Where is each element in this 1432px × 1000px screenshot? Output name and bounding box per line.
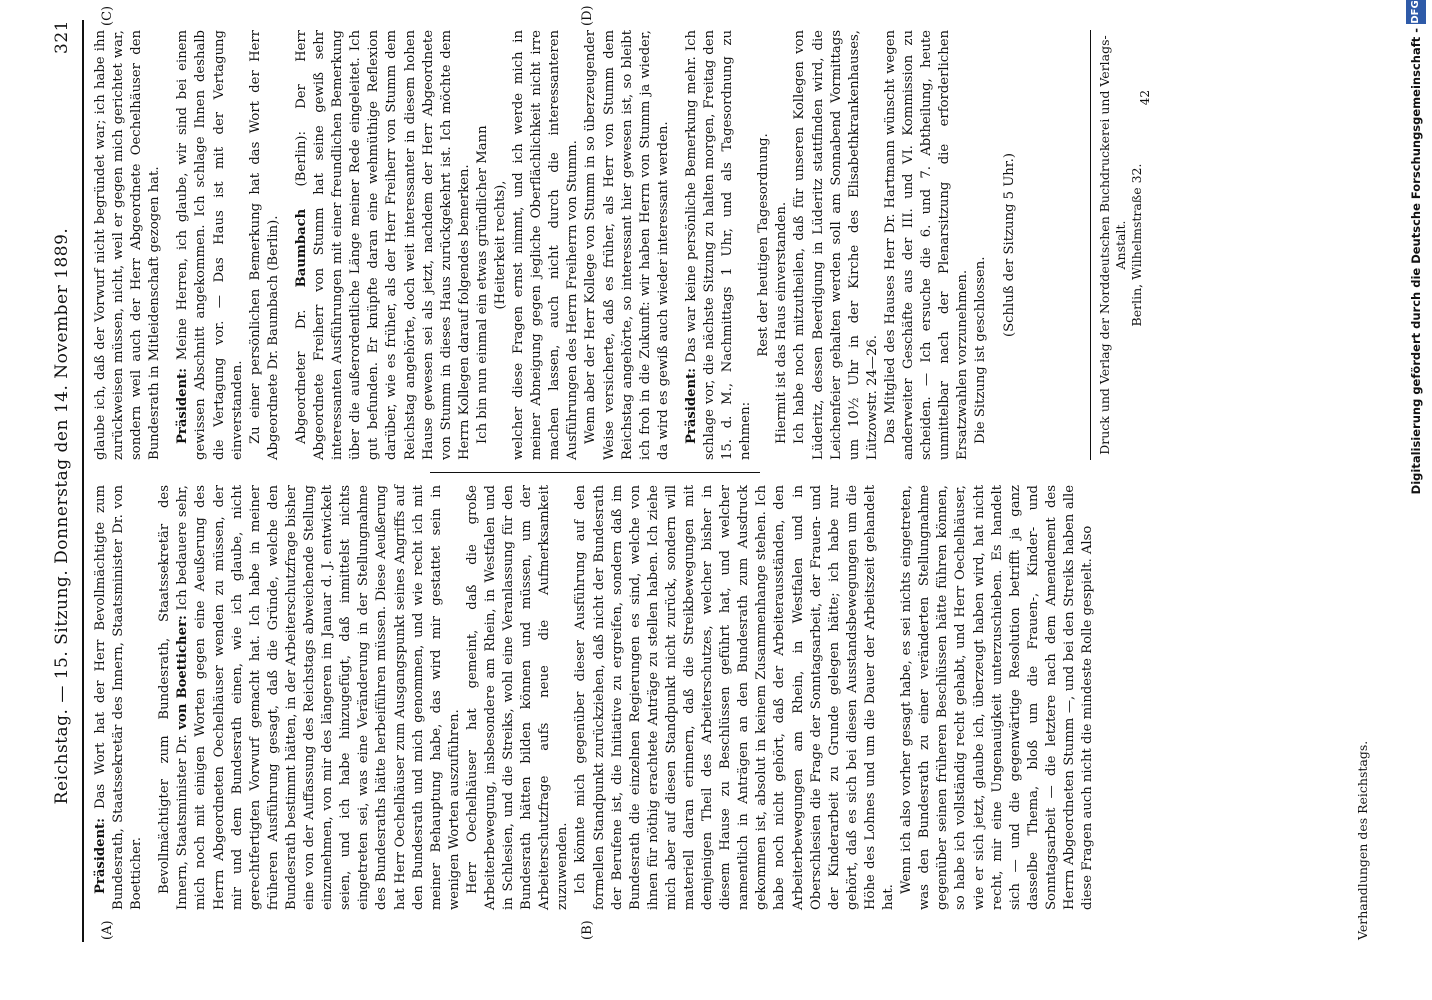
paragraph xyxy=(174,30,246,460)
paragraph: Zu einer persönlichen Bemerkung hat das Wort der Herr Abgeordnete Dr. Baumbach (Berlin). xyxy=(247,30,281,460)
paragraph: glaube ich, daß der Vorwurf nicht begründet war; ich habe ihn zurückweisen müssen, nicht, weil er gegen mich gerichtet war, sondern weil auch der Herr Abgeordnete Oechelhäuser den Bundesrath in Mitleidenschaft gezogen hat. xyxy=(93,30,163,460)
speaker-role: Bevollmächtigter zum Bundesrath, Staatssekretär des Innern, Staatsminister Dr. xyxy=(157,485,191,910)
paragraph: Ich habe noch mitzutheilen, daß für unseren Kollegen von Lüderitz, dessen Beerdigung in Lüderitz stattfinden wird, die Leichenfeier gehalten werden soll am Sonnabend Vormittags um 10½ Uhr in der Kirche des Elisabethkrankenhauses, Lützowstr. 24—26. xyxy=(792,30,880,460)
paragraph: Ich bin nun einmal ein etwas gründlicher Mann xyxy=(474,125,490,444)
paragraph: Ich könnte mich gegenüber dieser Ausführung auf den formellen Standpunkt zurückziehen, daß nicht der Bundesrath der Berufene ist, die Initiative zu ergreifen, sondern daß im Bundesrath die einzelnen Regierungen es sind, welche von ihnen für nöthig erachtete Anträge zu stellen haben. Ich ziehe mich aber auf diesen Standpunkt nicht zurück, sondern will materiell daran erinnern, daß die Streikbewegungen mit demjenigen Theil des Arbeiterschutzes, welcher bisher in diesem Hause zu Beschlüssen geführt hat, und welcher namentlich in Anträgen an den Bundesrath zum Ausdruck gekommen ist, absolut in keinem Zusammenhange stehen. Ich habe noch nicht gehört, daß der Arbeiterausständen, den Arbeiterbewegungen am Rhein, in Westfalen und in Oberschlesien die Frage der Sonntagsarbeit, der Frauen- und der Kinderarbeit zu Grunde gelegen hätte; ich habe nur gehört, daß es sich bei diesen Ausstandsbewegungen um die Höhe des Lohnes und um die Dauer der Arbeitszeit gehandelt hat. xyxy=(573,485,897,910)
dfg-notice-text: Digitalisierung gefördert durch die Deutsche Forschungsgemeinschaft - xyxy=(1409,28,1423,495)
paragraph-text: Meine Herren, ich glaube, wir sind bei einem gewissen Abschnitt angekommen. Ich schlage Ihnen deshalb die Vertagung vor. — Das Haus ist mit der Vertagung einverstanden. xyxy=(175,30,245,460)
imprint-line: Berlin, Wilhelmstraße 32. xyxy=(1129,163,1144,327)
digitization-notice xyxy=(1405,0,1429,1000)
margin-letter-b: (B) xyxy=(580,920,595,940)
imprint-rule xyxy=(1090,30,1091,460)
paragraph: welcher diese Fragen ernst nimmt, und ich werde mich in meiner Abneigung gegen jegliche Oberflächlichkeit nicht irre machen lassen, auch nicht durch die interessanteren Ausführungen des Herrn Freiherrn von Stumm. xyxy=(511,30,581,460)
paragraph-text: (Berlin): Der Herr Abgeordnete Freiherr von Stumm hat seine gewiß sehr interessanten Ausführungen mit einer freundlichen Bemerkung über die außerordentliche Länge meiner Rede eingeleitet. Ich gut befunden. Er knüpfte daran eine wehmüthige Reflexion darüber, wie es früher, als der Herr Freiherr von Stumm dem Reichstag angehörte, doch weit interessanter in diesem hohen Hause gewesen sei als jetzt, nachdem der Herr Abgeordnete von Stumm in dieses Haus zurückgekehrt ist. Ich möchte dem Herrn Kollegen darauf folgendes bemerken. xyxy=(293,30,472,460)
imprint-line: Druck und Verlag der Norddeutschen Buchdruckerei und Verlags-Anstalt. xyxy=(1097,35,1128,455)
margin-letter-d: (D) xyxy=(580,5,595,26)
running-head: Reichstag. — 15. Sitzung. Donnerstag den 14. November 1889. xyxy=(52,227,72,805)
paragraph: Die Sitzung ist geschlossen. xyxy=(973,256,989,444)
page-number: 321 xyxy=(52,20,72,54)
paragraph xyxy=(92,485,146,910)
header-rule xyxy=(82,20,84,942)
margin-letter-a: (A) xyxy=(100,920,115,940)
signature-mark: 42 xyxy=(1138,90,1152,106)
speaker-role: Abgeordneter Dr. xyxy=(293,309,309,444)
footer-source: Verhandlungen des Reichstags. xyxy=(1355,740,1370,940)
closing-note: (Schluß der Sitzung 5 Uhr.) xyxy=(1001,153,1017,338)
paragraph: Wenn ich also vorher gesagt habe, es sei nichts eingetreten, was den Bundesrath zu einer veränderten Stellungnahme gegenüber seinen früheren Beschlüssen hätte führen können, so habe ich vollständig recht gehabt, und Herr Oechelhäuser, wie er sich jetzt, glaube ich, überzeugt haben wird, hat nicht recht, mir eine Ungenauigkeit unterzuschieben. Es handelt sich — und die gegenwärtige Resolution betrifft ja ganz dasselbe Thema, bloß um die Frauen-, Kinder- und Sonntagsarbeit — die letztere nach dem Amendement des Herrn Abgeordneten Stumm —, und bei den Streiks haben alle diese Fragen auch nicht die mindeste Rolle gespielt. Also xyxy=(899,485,1096,910)
speaker-name: Präsident: xyxy=(93,817,108,894)
speaker-name: Baumbach xyxy=(293,208,309,288)
paragraph-text: Das war keine persönliche Bemerkung mehr. Ich schlage vor, die nächste Sitzung zu halten morgen, Freitag den 15. d. M., Nachmittags 1 Uhr, und als Tagesordnung zu nehmen: xyxy=(683,30,754,460)
printer-imprint xyxy=(1090,30,1152,460)
paragraph-text: Ich bedauere sehr, mich noch mit einigen Worten gegen eine Aeußerung des Herrn Abgeordneten Oechelhäuser wenden zu müssen, der mir und dem Bundesrath einen, wie ich glaube, nicht gerechtfertigten Vorwurf gemacht hat. Ich habe in meiner früheren Ausführung gesagt, daß die Gründe, welche den Bundesrath bestimmt hätten, in der Arbeiterschutzfrage bisher eine von der Auffassung des Reichstags abweichende Stellung einzunehmen, von mir des längeren im Januar d. J. entwickelt seien, und ich habe hinzugefügt, daß inmittelst nichts eingetreten sei, was eine Veränderung in der Stellungnahme des Bundesraths hätte herbeiführen müssen. Diese Aeußerung hat Herr Oechelhäuser zum Ausgangspunkt seines Angriffs auf den Bundesrath und mich genommen, und wie recht ich mit meiner Behauptung habe, das wird mir gestattet sein in wenigen Worten auszuführen. xyxy=(175,485,462,910)
page-header xyxy=(52,20,78,942)
paragraph xyxy=(156,485,464,910)
right-column xyxy=(92,30,1019,460)
agenda-item: Rest der heutigen Tagesordnung. xyxy=(756,133,772,357)
paragraph: Herr Oechelhäuser hat gemeint, daß die große Arbeiterbewegung, insbesondere am Rhein, in Westfalen und in Schlesien, und die Streiks, wohl eine Veranlassung für den Bundesrath hätten bilden können und müssen, um der Arbeiterschutzfrage aufs neue die Aufmerksamkeit zuzuwenden. xyxy=(464,485,571,910)
speaker-name: von Boetticher: xyxy=(175,615,191,730)
paragraph xyxy=(683,30,755,460)
speaker-name: Präsident: xyxy=(683,367,699,444)
paragraph: Wenn aber der Herr Kollege von Stumm in so überzeugender Weise versicherte, daß es früher, als Herr von Stumm dem Reichstag angehörte, so interessant hier gewesen ist, so bleibt ich froh in die Zukunft: wir haben Herrn von Stumm ja wieder, da wird es gewiß auch wieder interessant werden. xyxy=(583,30,671,460)
dfg-logo: DFG xyxy=(1406,0,1426,24)
column-separator xyxy=(430,472,760,473)
paragraph: Hiermit ist das Haus einverstanden. xyxy=(774,201,790,444)
left-column xyxy=(92,485,1097,910)
interjection: (Heiterkeit rechts), xyxy=(492,180,508,310)
paragraph xyxy=(293,30,474,460)
paragraph: Das Mitglied des Hauses Herr Dr. Hartmann wünscht wegen anderweiter Geschäfte aus der III. und VI. Kommission zu scheiden. — Ich ersuche die 6. und 7. Abtheilung, heute unmittelbar nach der Plenarsitzung die erforderlichen Ersatzwahlen vorzunehmen. xyxy=(882,30,971,460)
paragraph-text: Das Wort hat der Herr Bevollmächtigte zum Bundesrath, Staatssekretär des Innern, Staatsminister Dr. von Boetticher. xyxy=(93,485,145,910)
margin-letter-c: (C) xyxy=(100,5,115,26)
speaker-name: Präsident: xyxy=(175,367,191,444)
